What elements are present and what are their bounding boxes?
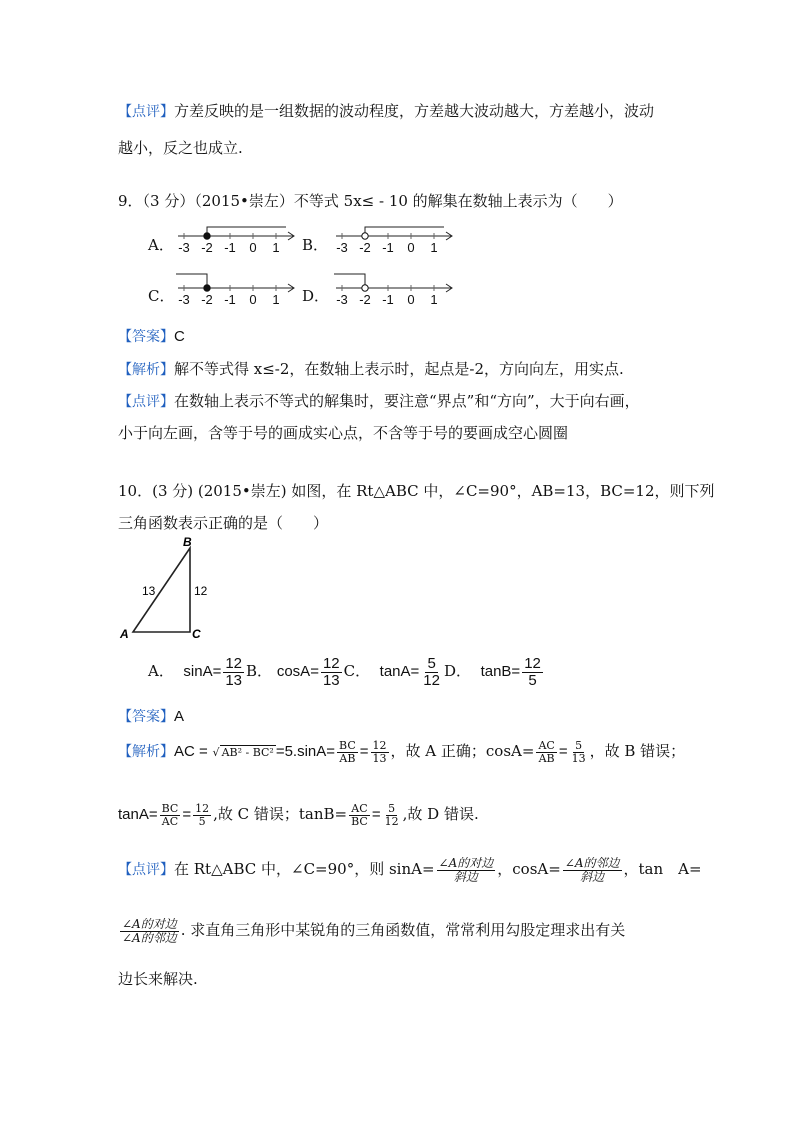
q10-review-line1: 【点评】在 Rt△ABC 中，∠C=90°，则 sinA= $\frac{\text{∠A的对边}}{\text{斜边}}$ ，cosA= $\frac{\text{∠A的邻边}}{\text{斜边}}$ ，tan A= — [118, 856, 702, 884]
analysis-text: 解不等式得 x≤-2，在数轴上表示时，起点是-2，方向向左，用实点. — [174, 360, 624, 378]
fraction: $\frac{5}{13}$ — [571, 739, 586, 765]
review-tag: 【点评】 — [118, 862, 174, 879]
number-line-d — [334, 272, 459, 308]
vertex-a-label: A — [120, 627, 129, 641]
answer-value: A — [174, 708, 185, 725]
q10-review-line3: 边长来解决. — [118, 970, 198, 988]
fraction: $\frac{BC}{AC}$ — [161, 802, 179, 828]
tick-label: -3 — [336, 292, 348, 307]
number-line-c — [176, 272, 301, 308]
review-text: 方差反映的是一组数据的波动程度，方差越大波动越大，方差越小，波动 — [174, 102, 655, 120]
tick-label: 0 — [407, 240, 415, 255]
answer-value: C — [174, 328, 185, 345]
solution-bracket — [365, 227, 444, 236]
q10-review-line2: $\frac{\text{∠A的对边}}{\text{∠A的邻边}}$ . 求直角三角形中某锐角的三角函数值，常常利用勾股定理求出有关 — [122, 917, 626, 945]
tick-label: 0 — [249, 240, 257, 255]
number-line-b — [334, 226, 459, 258]
tick-label: 1 — [272, 292, 280, 307]
fraction: $\frac{12}{13}$ — [225, 655, 243, 689]
option-label: A． — [148, 236, 174, 254]
fraction: $\frac{\text{∠A的对边}}{\text{斜边}}$ — [438, 856, 494, 884]
solid-point — [204, 233, 210, 239]
solution-bracket — [207, 227, 286, 236]
fraction: $\frac{12}{13}$ — [372, 739, 387, 765]
q9-review-line2: 小于向左画，含等于号的画成实心点，不含等于号的要画成空心圆圈 — [118, 424, 569, 442]
review-tag: 【点评】 — [118, 394, 174, 410]
review-8-line2: 越小，反之也成立. — [118, 139, 243, 157]
question-9-header: 9．（3 分）（2015•崇左）不等式 5x≤ - 10 的解集在数轴上表示为（ ） — [118, 192, 623, 210]
fraction: $\frac{5}{12}$ — [423, 655, 440, 689]
fraction: $\frac{AC}{BC}$ — [351, 802, 368, 828]
analysis-tag: 【解析】 — [118, 362, 174, 378]
tick-label: 1 — [272, 240, 280, 255]
question-10-header-line2: 三角函数表示正确的是（ ） — [118, 514, 329, 532]
triangle-figure — [118, 535, 218, 645]
hypotenuse-label: 13 — [142, 584, 156, 598]
tick-label: -1 — [382, 240, 394, 255]
fraction: $\frac{BC}{AB}$ — [339, 739, 356, 765]
answer-tag: 【答案】 — [118, 709, 174, 725]
q10-option-a[interactable]: A． sinA= $\frac{12}{13}$ — [148, 655, 243, 689]
option-label: D． — [302, 287, 330, 305]
tick-label: -2 — [359, 240, 371, 255]
option-label: C． — [148, 287, 175, 305]
tick-label: 1 — [430, 292, 438, 307]
q10-options — [148, 656, 545, 689]
review-text: 在数轴上表示不等式的解集时，要注意“界点”和“方向”，大于向右画， — [174, 392, 640, 410]
fraction: $\frac{\text{∠A的邻边}}{\text{斜边}}$ — [564, 856, 620, 884]
tick-label: 0 — [249, 292, 257, 307]
answer-tag: 【答案】 — [118, 329, 174, 345]
fraction: $\frac{12}{13}$ — [322, 655, 340, 689]
fraction: $\frac{\text{∠A的对边}}{\text{∠A的邻边}}$ — [122, 917, 177, 945]
tick-label: -3 — [178, 240, 190, 255]
q9-answer — [118, 326, 185, 346]
tick-label: -1 — [224, 240, 236, 255]
hollow-point — [362, 285, 368, 291]
review-tag: 【点评】 — [118, 104, 174, 120]
tick-label: -3 — [178, 292, 190, 307]
solution-bracket — [176, 274, 207, 288]
q10-answer — [118, 706, 184, 726]
solid-point — [204, 285, 210, 291]
fraction: $\frac{12}{5}$ — [195, 802, 210, 828]
tick-label: -2 — [201, 292, 213, 307]
fraction: $\frac{AC}{AB}$ — [538, 739, 555, 765]
review-8-line1 — [118, 100, 654, 121]
q9-review-line1 — [118, 390, 640, 411]
vertex-c-label: C — [192, 627, 201, 641]
fraction: $\frac{12}{5}$ — [524, 655, 541, 689]
sqrt-expression: √ AB² - BC² — [212, 746, 274, 760]
tick-label: -2 — [201, 240, 213, 255]
vertex-b-label: B — [183, 535, 192, 549]
solution-bracket — [334, 274, 365, 288]
q10-option-d[interactable]: D． tanB= $\frac{12}{5}$ — [443, 655, 541, 689]
q10-analysis-line1: 【解析】AC = √ AB² - BC² =5.sinA= $\frac{BC}{AB}$ = $\frac{12}{13}$ ，故 A 正确；cosA= $\frac{AC}{AB}$ = $\frac{5}{13}$ ，故 B 错误； — [118, 739, 686, 765]
fraction: $\frac{5}{12}$ — [384, 802, 399, 828]
tick-label: -2 — [359, 292, 371, 307]
tick-label: -1 — [382, 292, 394, 307]
tick-label: -1 — [224, 292, 236, 307]
option-label: B． — [302, 236, 329, 254]
q9-analysis — [118, 358, 624, 379]
analysis-tag: 【解析】 — [118, 744, 174, 761]
tick-label: 1 — [430, 240, 438, 255]
q10-option-c[interactable]: C． tanA= $\frac{5}{12}$ — [343, 655, 440, 689]
number-line-a — [176, 226, 301, 258]
tick-label: -3 — [336, 240, 348, 255]
hollow-point — [362, 233, 368, 239]
question-10-header-line1: 10．(3 分) (2015•崇左) 如图，在 Rt△ABC 中，∠C=90°，AB=13，BC=12，则下列 — [118, 482, 715, 500]
q10-analysis-line2: tanA= $\frac{BC}{AC}$ = $\frac{12}{5}$ ,故 C 错误；tanB= $\frac{AC}{BC}$ = $\frac{5}{12}$ ,故 D 错误. — [118, 802, 479, 828]
q10-option-b[interactable]: B． cosA= $\frac{12}{13}$ — [246, 655, 340, 689]
side-bc-label: 12 — [194, 584, 208, 598]
tick-label: 0 — [407, 292, 415, 307]
